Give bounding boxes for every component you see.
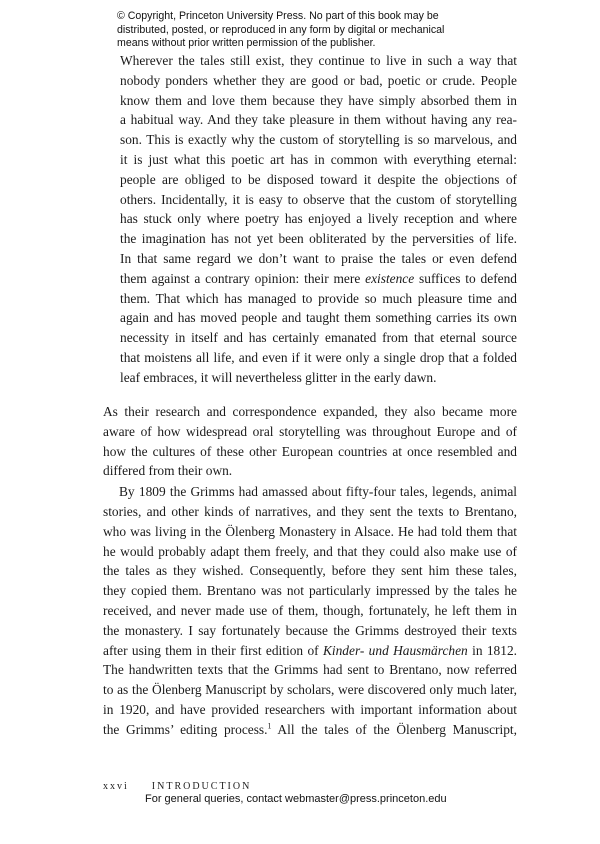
text-line: the tales as they wished. Consequently, before they sent him these tales, xyxy=(103,563,517,579)
text-line: them against a contrary opinion: their mere existence suffices to defend xyxy=(120,270,517,286)
copyright-line: distributed, posted, or reproduced in any form by digital or mechanical xyxy=(117,23,445,36)
text-line: them. That which has managed to provide so much pleasure time and xyxy=(120,290,517,306)
text-line: know them and love them because they have simply absorbed them in xyxy=(120,92,517,108)
text-line: people are obliged to be disposed toward it despite the objections of xyxy=(120,171,517,187)
text-line: As their research and correspondence expanded, they also became more xyxy=(103,404,517,419)
copyright-line: means without prior written permission of the publisher. xyxy=(117,37,376,50)
paragraph xyxy=(103,402,517,481)
text-line: the imagination has not yet been obliterated by the perversities of life. xyxy=(120,231,517,247)
page-footer xyxy=(103,781,251,792)
text-line: the monastery. I say fortunately because the Grimms destroyed their texts xyxy=(103,622,517,638)
text-line: it is just what this poetic art has in common with everything eternal: xyxy=(120,151,517,167)
italic-text: Kinder- und Hausmärchen xyxy=(322,642,468,658)
text-line: received, and never made use of them, though, fortunately, he left them in xyxy=(103,602,517,618)
running-head: INTRODUCTION xyxy=(151,781,252,792)
footnote-ref: 1 xyxy=(267,721,272,731)
text-line: In that same regard we don’t want to praise the tales or even defend xyxy=(120,250,517,266)
text-line: a habitual way. And they take pleasure in them without having any rea- xyxy=(120,112,517,128)
text-line: again and has moved people and taught them something carries its own xyxy=(120,310,517,326)
text-line: after using them in their first edition of Kinder- und Hausmärchen in 1812. xyxy=(103,642,517,658)
text-line: how the cultures of these other European countries at once resembled and xyxy=(103,443,517,459)
text-line: they copied them. Brentano was not particularly impressed by the tales he xyxy=(103,583,517,599)
page-number: xxvi xyxy=(103,781,129,792)
text-line: leaf embraces, it will nevertheless glitter in the early dawn. xyxy=(120,369,437,385)
text-line: in 1920, and have provided researchers with important information about xyxy=(103,701,517,717)
copyright-line: © Copyright, Princeton University Press. No part of this book may be xyxy=(117,10,439,22)
text-line: son. This is exactly why the custom of storytelling is so marvelous, and xyxy=(120,132,517,148)
block-quote xyxy=(120,51,517,388)
copyright-notice xyxy=(117,10,517,51)
body-text xyxy=(103,402,517,740)
text-line: necessity in itself and has certainly emanated from that eternal source xyxy=(120,330,517,346)
text-line: nobody ponders whether they are good or bad, poetic or crude. People xyxy=(120,72,517,88)
text-line: to as the Ölenberg Manuscript by scholars, were discovered only much later, xyxy=(103,682,517,698)
text-line: differed from their own. xyxy=(103,463,233,479)
text-line: that moistens all life, and even if it were only a single drop that a folded xyxy=(120,349,517,365)
text-line: has stuck only where poetry has enjoyed a lively reception and where xyxy=(120,211,517,227)
text-line: stories, and other kinds of narratives, and they sent the texts to Brentano, xyxy=(103,503,517,519)
contact-line: For general queries, contact webmaster@press.princeton.edu xyxy=(145,793,447,805)
italic-text: existence xyxy=(365,270,415,286)
text-line: who was living in the Ölenberg Monastery in Alsace. He had told them that xyxy=(103,523,517,539)
text-line: By 1809 the Grimms had amassed about fifty-four tales, legends, animal xyxy=(119,484,517,500)
text-line: The handwritten texts that the Grimms had sent to Brentano, now referred xyxy=(103,662,517,678)
text-line: the Grimms’ editing process.$^1$ All the tales of the Ölenberg Manuscript, xyxy=(103,721,517,737)
paragraph xyxy=(103,482,517,739)
text-line: Wherever the tales still exist, they continue to live in such a way that xyxy=(120,53,517,68)
text-line: he would probably adapt them freely, and that they could also make use of xyxy=(103,543,517,559)
text-line: aware of how widespread oral storytelling was throughout Europe and of xyxy=(103,423,517,439)
text-line: others. Incidentally, it is easy to observe that the custom of storytelling xyxy=(120,191,517,207)
